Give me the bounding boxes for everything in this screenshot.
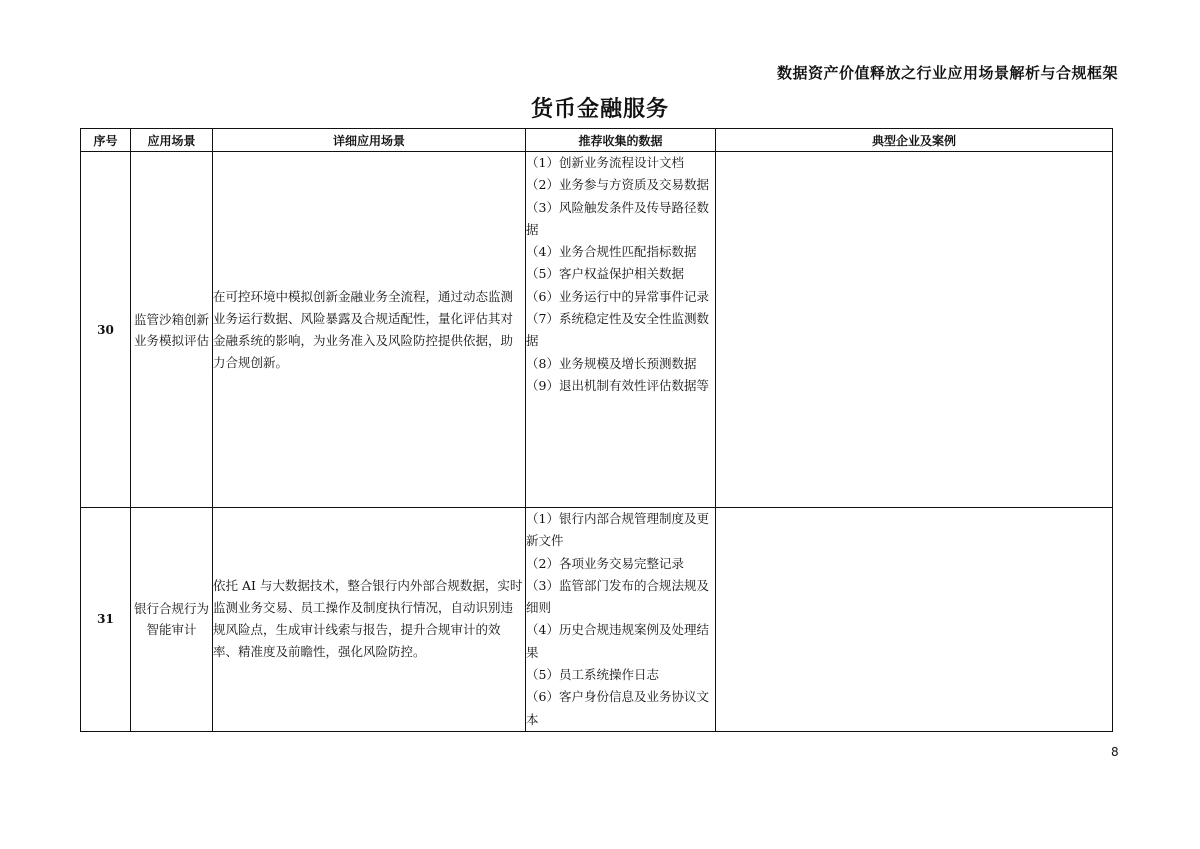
document-header-title: 数据资产价值释放之行业应用场景解析与合规框架: [776, 64, 1118, 82]
column-header-data: 推荐收集的数据: [526, 129, 716, 152]
data-item: （6）客户身份信息及业务协议文本: [526, 689, 709, 727]
column-header-number: 序号: [81, 129, 131, 152]
row-data-list: [526, 152, 716, 508]
column-header-scene: 应用场景: [131, 129, 213, 152]
page-number: 8: [1111, 745, 1119, 759]
row-detail: 依托 AI 与大数据技术，整合银行内外部合规数据，实时监测业务交易、员工操作及制度执行情况，自动识别违规风险点，生成审计线索与报告，提升合规审计的效率、精准度及前瞻性，强化风险防控。: [213, 508, 526, 732]
data-item: （7）系统稳定性及安全性监测数据: [526, 311, 709, 349]
row-number: 31: [81, 508, 131, 732]
data-item: （5）员工系统操作日志: [526, 667, 659, 683]
data-item: （2）各项业务交易完整记录: [526, 555, 684, 571]
row-scene: 银行合规行为智能审计: [131, 508, 213, 732]
data-item: （3）监管部门发布的合规法规及细则: [526, 577, 709, 616]
row-cases: [716, 152, 1113, 508]
row-scene: 监管沙箱创新业务模拟评估: [131, 152, 213, 508]
data-item: （3）风险触发条件及传导路径数据: [526, 199, 709, 237]
data-item: （9）退出机制有效性评估数据等: [526, 377, 709, 393]
data-item: （2）业务参与方资质及交易数据: [526, 177, 709, 193]
section-title: 货币金融服务: [530, 97, 669, 122]
table-row: [81, 152, 1113, 508]
data-item: （1）银行内部合规管理制度及更新文件: [526, 511, 709, 549]
data-item: （6）业务运行中的异常事件记录: [526, 288, 709, 304]
row-detail: 在可控环境中模拟创新金融业务全流程，通过动态监测业务运行数据、风险暴露及合规适配性，量化评估其对金融系统的影响，为业务准入及风险防控提供依据，助力合规创新。: [213, 152, 526, 508]
data-item: （8）业务规模及增长预测数据: [526, 355, 697, 371]
data-item: （4）业务合规性匹配指标数据: [526, 244, 697, 260]
data-item: （5）客户权益保护相关数据: [526, 266, 684, 282]
application-scenarios-table: [80, 128, 1113, 732]
row-number: 30: [81, 152, 131, 508]
row-data-list: [526, 508, 716, 732]
column-header-detail: 详细应用场景: [213, 129, 526, 152]
table-header-row: [81, 129, 1113, 152]
column-header-cases: 典型企业及案例: [716, 129, 1113, 152]
data-item: （4）历史合规违规案例及处理结果: [526, 622, 709, 660]
table-row: [81, 508, 1113, 732]
row-cases: [716, 508, 1113, 732]
data-item: （1）创新业务流程设计文档: [526, 155, 684, 170]
